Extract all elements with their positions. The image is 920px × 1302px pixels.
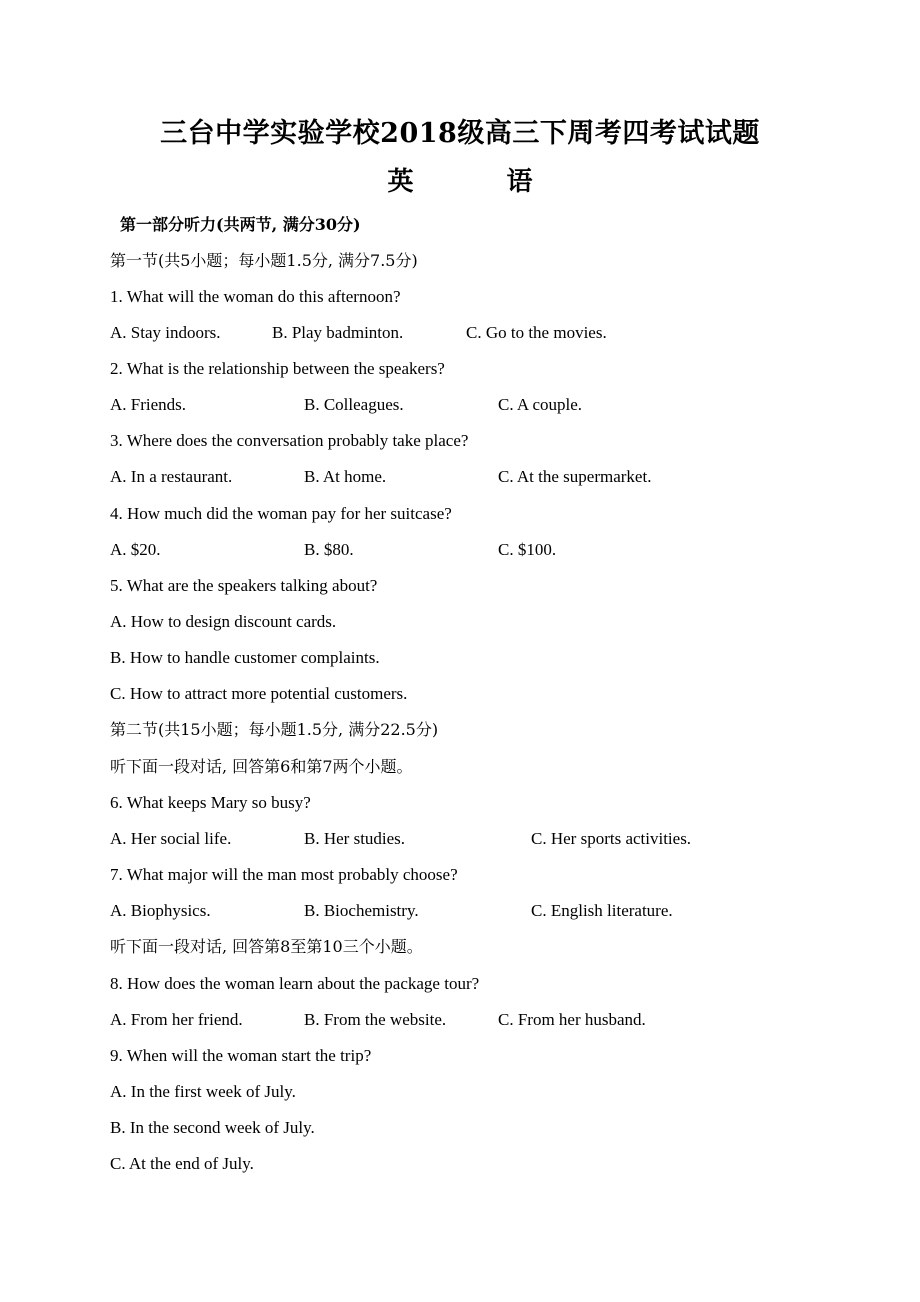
question-3: 3. Where does the conversation probably take place? bbox=[110, 431, 469, 450]
q3-option-c: C. At the supermarket. bbox=[498, 467, 652, 486]
q8-option-c: C. From her husband. bbox=[498, 1010, 646, 1029]
q7-option-b: B. Biochemistry. bbox=[304, 901, 419, 920]
q1-option-a: A. Stay indoors. bbox=[110, 323, 221, 342]
section2-heading: 第二节(共15小题；每小题1.5分, 满分22.5分) bbox=[110, 720, 439, 739]
question-7: 7. What major will the man most probably choose? bbox=[110, 865, 458, 884]
q7-option-a: A. Biophysics. bbox=[110, 901, 211, 920]
q6-option-b: B. Her studies. bbox=[304, 829, 406, 848]
q2-option-a: A. Friends. bbox=[110, 395, 187, 414]
section1-heading: 第一节(共5小题；每小题1.5分, 满分7.5分) bbox=[110, 251, 418, 270]
instruction-6-7: 听下面一段对话, 回答第6和第7两个小题。 bbox=[110, 757, 413, 776]
q2-option-b: B. Colleagues. bbox=[304, 395, 404, 414]
q5-option-b: B. How to handle customer complaints. bbox=[110, 648, 380, 667]
q3-option-a: A. In a restaurant. bbox=[110, 467, 233, 486]
q4-option-c: C. $100. bbox=[498, 540, 557, 559]
question-6: 6. What keeps Mary so busy? bbox=[110, 793, 311, 812]
q4-option-a: A. $20. bbox=[110, 540, 161, 559]
question-8: 8. How does the woman learn about the package tour? bbox=[110, 974, 480, 993]
q3-option-b: B. At home. bbox=[304, 467, 387, 486]
q7-option-c: C. English literature. bbox=[531, 901, 673, 920]
q5-option-c: C. How to attract more potential customers. bbox=[110, 684, 408, 703]
question-2: 2. What is the relationship between the speakers? bbox=[110, 359, 445, 378]
q9-option-c: C. At the end of July. bbox=[110, 1154, 254, 1173]
q9-option-a: A. In the first week of July. bbox=[110, 1082, 296, 1101]
question-1: 1. What will the woman do this afternoon? bbox=[110, 287, 401, 306]
q2-option-c: C. A couple. bbox=[498, 395, 583, 414]
exam-title: 三台中学实验学校2018级高三下周考四考试试题 bbox=[160, 118, 760, 149]
q4-option-b: B. $80. bbox=[304, 540, 354, 559]
q1-option-b: B. Play badminton. bbox=[272, 323, 404, 342]
subject-title: 英 语 bbox=[387, 167, 575, 197]
q1-option-c: C. Go to the movies. bbox=[466, 323, 607, 342]
part1-heading: 第一部分听力(共两节, 满分30分) bbox=[120, 215, 361, 234]
q8-option-b: B. From the website. bbox=[304, 1010, 447, 1029]
instruction-8-10: 听下面一段对话, 回答第8至第10三个小题。 bbox=[110, 937, 423, 956]
question-5: 5. What are the speakers talking about? bbox=[110, 576, 378, 595]
q5-option-a: A. How to design discount cards. bbox=[110, 612, 337, 631]
q9-option-b: B. In the second week of July. bbox=[110, 1118, 315, 1137]
q6-option-c: C. Her sports activities. bbox=[531, 829, 692, 848]
question-4: 4. How much did the woman pay for her suitcase? bbox=[110, 504, 452, 523]
q8-option-a: A. From her friend. bbox=[110, 1010, 243, 1029]
question-9: 9. When will the woman start the trip? bbox=[110, 1046, 372, 1065]
q6-option-a: A. Her social life. bbox=[110, 829, 232, 848]
